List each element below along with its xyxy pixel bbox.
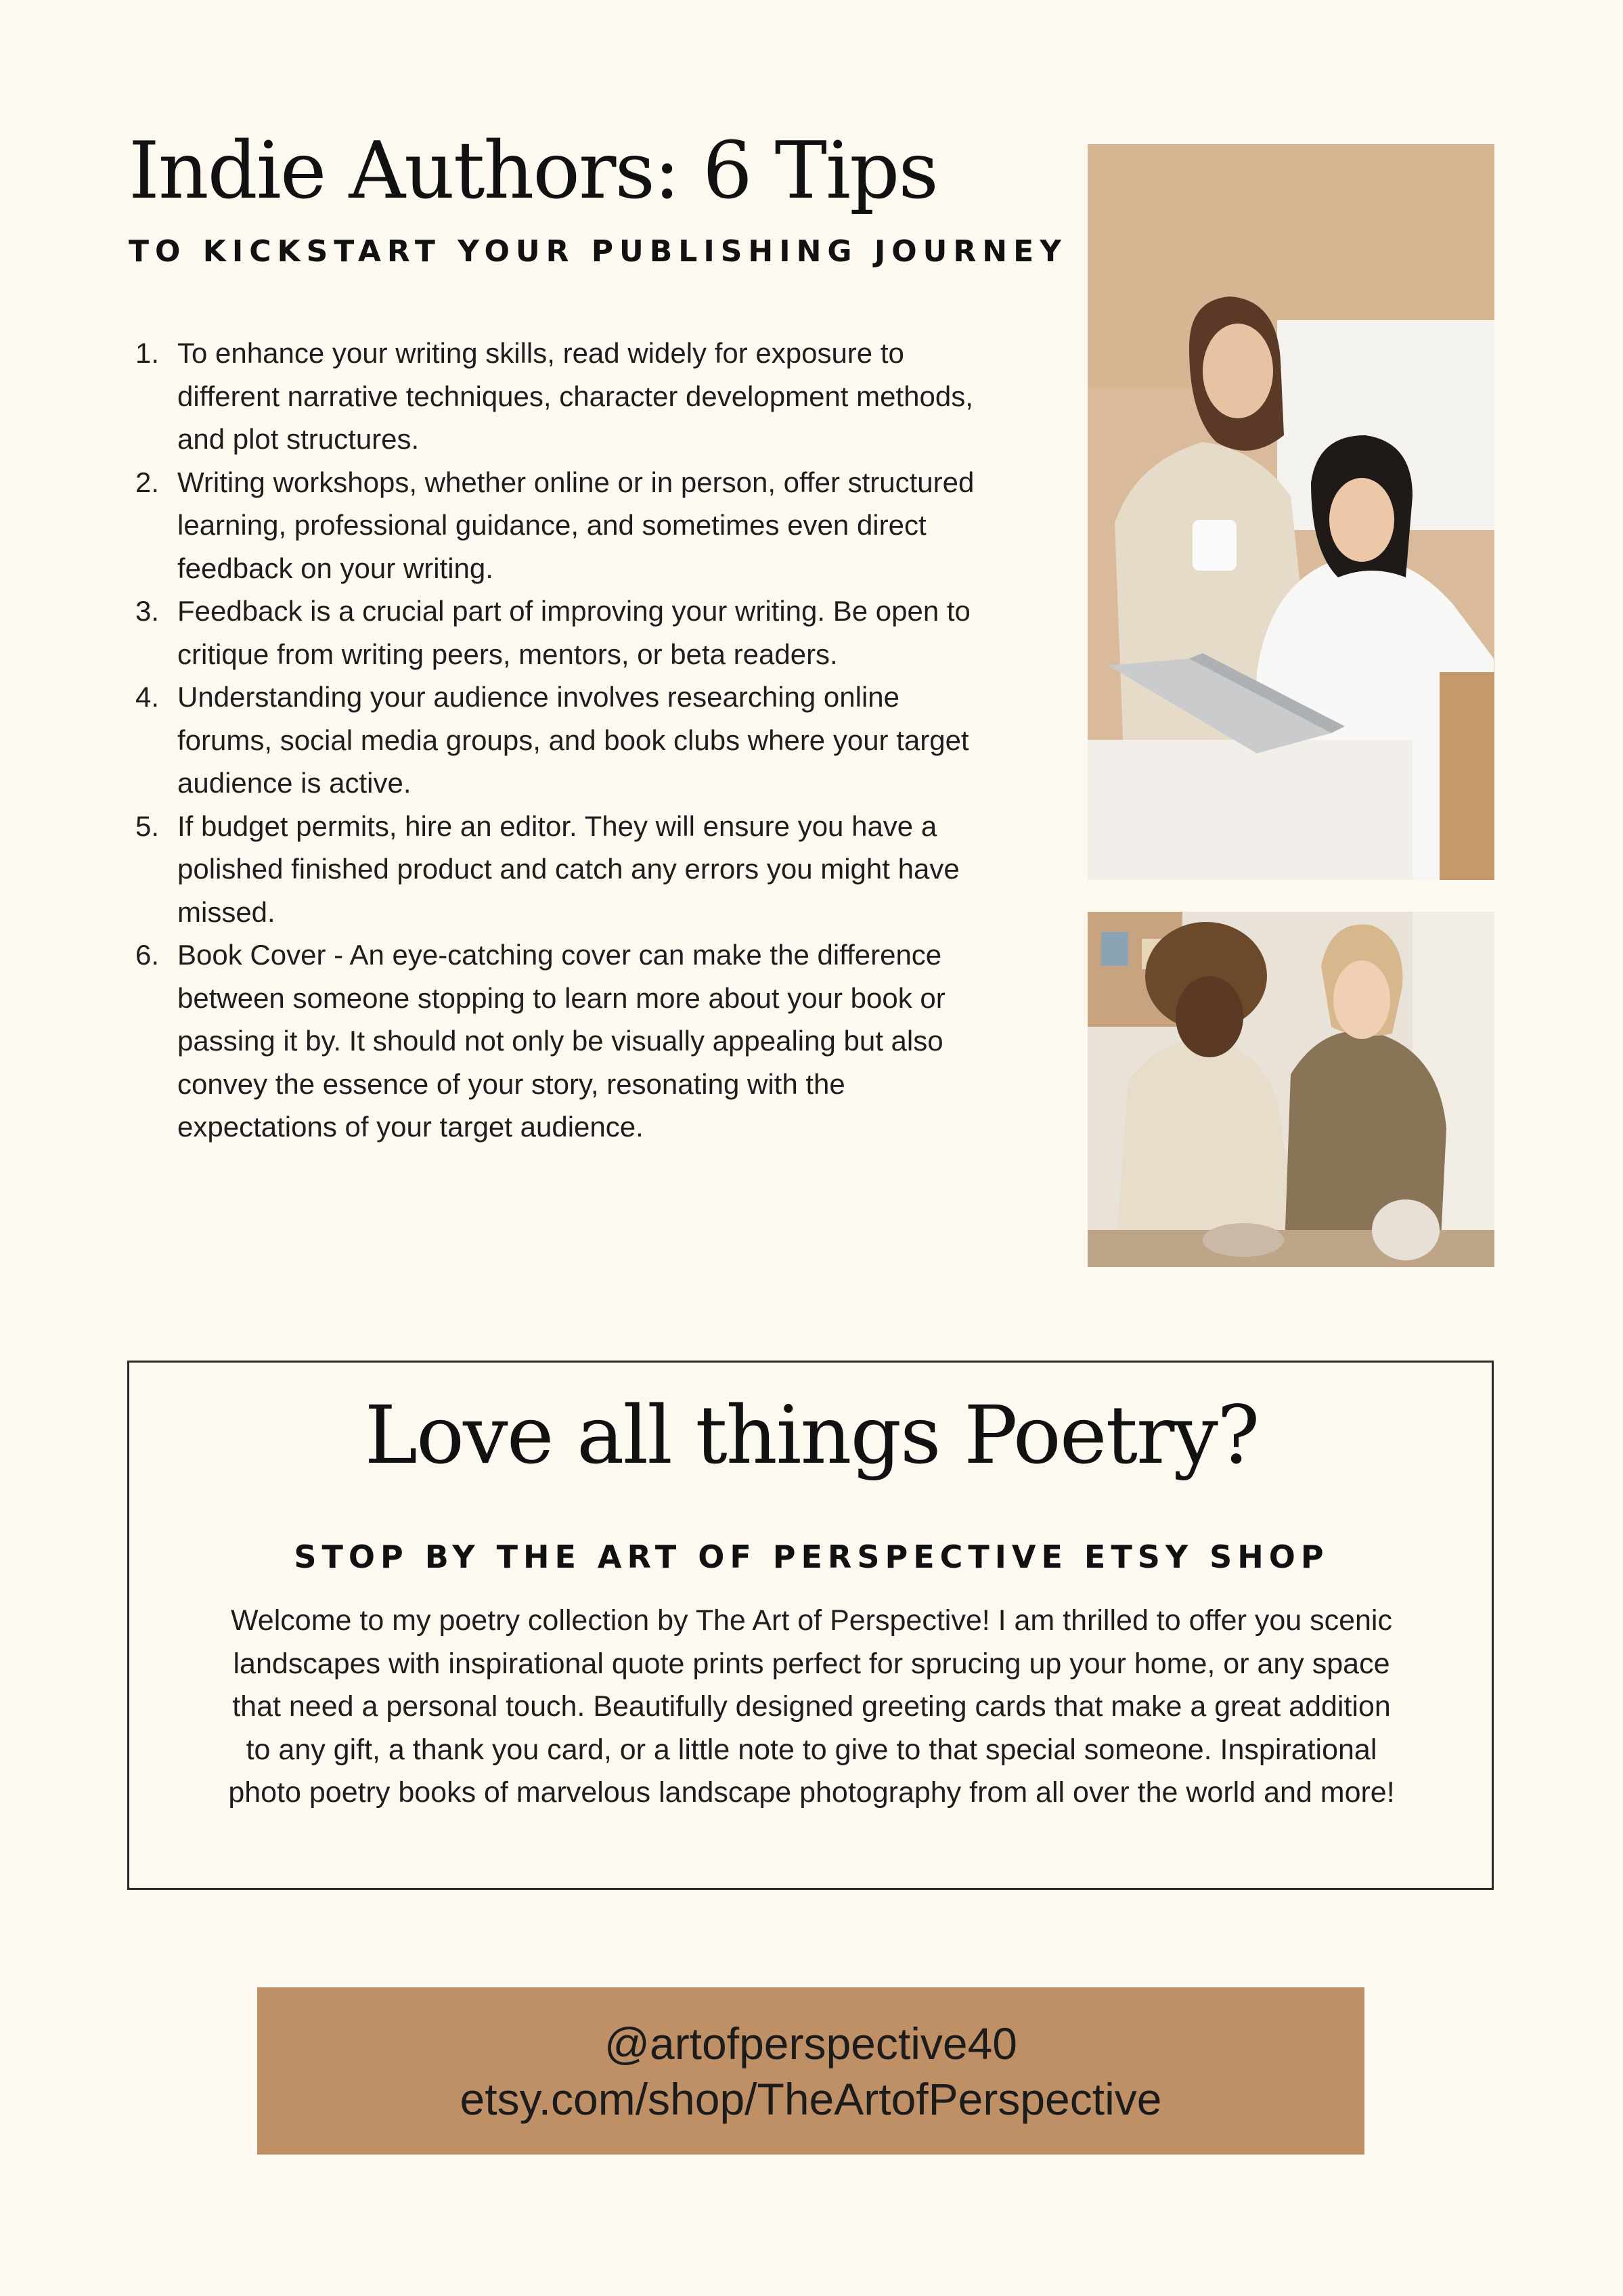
tip-item — [129, 590, 1002, 676]
social-handle[interactable]: @artofperspective40 — [604, 2018, 1017, 2069]
tip-text: To enhance your writing skills, read widely for exposure to different narrative techniques, character development methods, and plot structures. — [177, 337, 973, 455]
tip-text: Book Cover - An eye-catching cover can make the difference between someone stopping to learn more about your book or passing it by. It should not only be visually appealing but also convey the essence of your story, resonating with the expectations of your target audience. — [177, 939, 946, 1143]
tip-text: If budget permits, hire an editor. They will ensure you have a polished finished product and catch any errors you might have missed. — [177, 810, 960, 928]
page-subtitle: TO KICKSTART YOUR PUBLISHING JOURNEY — [129, 234, 1067, 269]
tip-item — [129, 933, 1002, 1149]
contact-banner — [257, 1987, 1364, 2155]
tip-text: Feedback is a crucial part of improving your writing. Be open to critique from writing peers, mentors, or beta readers. — [177, 595, 971, 670]
tip-number: 2. — [135, 466, 160, 498]
tip-number: 1. — [135, 337, 160, 369]
photo-women-laptop — [1088, 144, 1494, 880]
tip-item — [129, 332, 1002, 461]
tip-number: 3. — [135, 595, 160, 627]
photo-women-pottery — [1088, 912, 1494, 1267]
promo-subheading: STOP BY THE ART OF PERSPECTIVE ETSY SHOP — [294, 1539, 1329, 1575]
promo-body: Welcome to my poetry collection by The Art of Perspective! I am thrilled to offer you scenic landscapes with inspirational quote prints perfect for sprucing up your home, or any space that need a personal touch. Beautifully designed greeting cards that make a great addition to any gift, a thank you card, or a little note to give to that special someone. Inspirational photo poetry books of marvelous landscape photography from all over the world and more! — [228, 1604, 1395, 1809]
tip-item — [129, 805, 1002, 934]
tip-number: 5. — [135, 810, 160, 842]
tip-text: Understanding your audience involves researching online forums, social media groups, and book clubs where your target audience is active. — [177, 681, 969, 799]
tip-item — [129, 461, 1002, 590]
tip-item — [129, 676, 1002, 805]
tip-text: Writing workshops, whether online or in person, offer structured learning, professional guidance, and sometimes even direct feedback on your writing. — [177, 466, 975, 584]
shop-url[interactable]: etsy.com/shop/TheArtofPerspective — [460, 2073, 1162, 2124]
tip-number: 6. — [135, 939, 160, 971]
tip-number: 4. — [135, 681, 160, 713]
page-title: Indie Authors: 6 Tips — [129, 125, 937, 217]
promo-heading: Love all things Poetry? — [364, 1388, 1259, 1482]
tips-list — [129, 332, 1002, 1149]
